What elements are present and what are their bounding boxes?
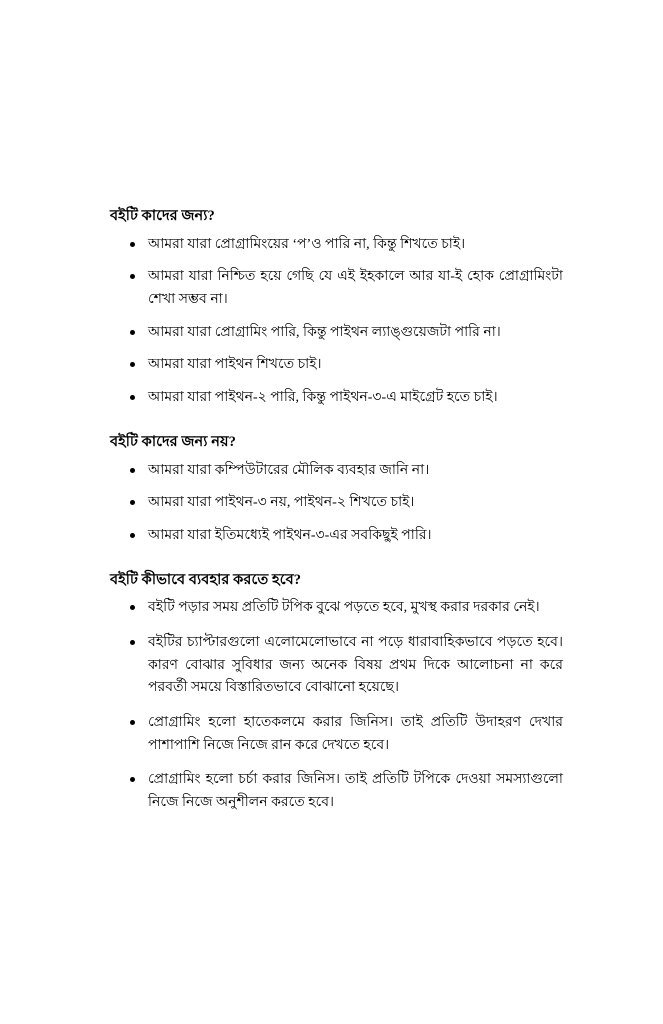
- bullet-list: [110, 460, 563, 548]
- bullet-dot-icon: [130, 640, 135, 645]
- bullet-dot-icon: [130, 362, 135, 367]
- section-heading: বইটি কাদের জন্য নয়?: [110, 433, 236, 450]
- list-item: [110, 322, 563, 345]
- list-item-text: প্রোগ্রামিং হলো হাতেকলমে করার জিনিস। তাই প্রতিটি উদাহরণ দেখার পাশাপাশি নিজে নিজে রান করে দেখতে হবে।: [148, 714, 563, 753]
- list-item: [110, 387, 563, 410]
- list-item: [110, 632, 563, 700]
- list-item-text: আমরা যারা নিশ্চিত হয়ে গেছি যে এই ইহকালে আর যা-ই হোক প্রোগ্রামিংটা শেখা সম্ভব না।: [148, 269, 563, 308]
- list-item: [110, 354, 563, 377]
- list-item-text: আমরা যারা ইতিমধ্যেই পাইথন-৩-এর সবকিছুই পারি।: [148, 527, 432, 543]
- list-item-text: বইটির চ্যাপ্টারগুলো এলোমেলোভাবে না পড়ে ধারাবাহিকভাবে পড়তে হবে। কারণ বোঝার সুবিধার জন্য অনেক বিষয় প্রথম দিকে আলোচনা না করে পরবর্তী সময়ে বিস্তারিতভাবে বোঝানো হয়েছে।: [148, 634, 563, 696]
- bullet-dot-icon: [130, 533, 135, 538]
- bullet-dot-icon: [130, 468, 135, 473]
- section-heading: বইটি কাদের জন্য?: [110, 208, 215, 224]
- bullet-list: [110, 597, 563, 814]
- list-item-text: আমরা যারা প্রোগ্রামিং পারি, কিন্তু পাইথন ল্যাঙ্গুয়েজটা পারি না।: [148, 324, 501, 340]
- list-item: [110, 597, 563, 620]
- bullet-dot-icon: [130, 777, 135, 782]
- list-item-text: আমরা যারা পাইথন-২ পারি, কিন্তু পাইথন-৩-এ মাইগ্রেট হতে চাই।: [148, 390, 498, 406]
- list-item-text: আমরা যারা পাইথন শিখতে চাই।: [148, 357, 322, 373]
- list-item-text: আমরা যারা পাইথন-৩ নয়, পাইথন-২ শিখতে চাই।: [148, 495, 415, 511]
- list-item: [110, 525, 563, 548]
- bullet-dot-icon: [130, 605, 135, 610]
- bullet-dot-icon: [130, 720, 135, 725]
- list-item-text: আমরা যারা কম্পিউটারের মৌলিক ব্যবহার জানি না।: [148, 462, 430, 478]
- bullet-list: [110, 234, 563, 410]
- bullet-dot-icon: [130, 395, 135, 400]
- section-how-to-use-this-book: [110, 570, 563, 815]
- section-who-is-this-book-for: [110, 206, 563, 410]
- list-item: [110, 266, 563, 311]
- list-item-text: আমরা যারা প্রোগ্রামিংয়ের ‘প’ও পারি না, কিন্তু শিখতে চাই।: [148, 236, 466, 252]
- bullet-dot-icon: [130, 242, 135, 247]
- list-item: [110, 234, 563, 257]
- bullet-dot-icon: [130, 330, 135, 335]
- bullet-dot-icon: [130, 274, 135, 279]
- section-who-is-this-book-not-for: [110, 432, 563, 548]
- list-item-text: বইটি পড়ার সময় প্রতিটি টপিক বুঝে পড়তে হবে, মুখস্থ করার দরকার নেই।: [148, 600, 540, 616]
- list-item: [110, 460, 563, 483]
- bullet-dot-icon: [130, 500, 135, 505]
- list-item: [110, 769, 563, 814]
- list-item: [110, 492, 563, 515]
- list-item: [110, 712, 563, 757]
- section-heading: বইটি কীভাবে ব্যবহার করতে হবে?: [110, 571, 302, 588]
- list-item-text: প্রোগ্রামিং হলো চর্চা করার জিনিস। তাই প্রতিটি টপিকে দেওয়া সমস্যাগুলো নিজে নিজে অনুশীলন করতে হবে।: [148, 772, 563, 810]
